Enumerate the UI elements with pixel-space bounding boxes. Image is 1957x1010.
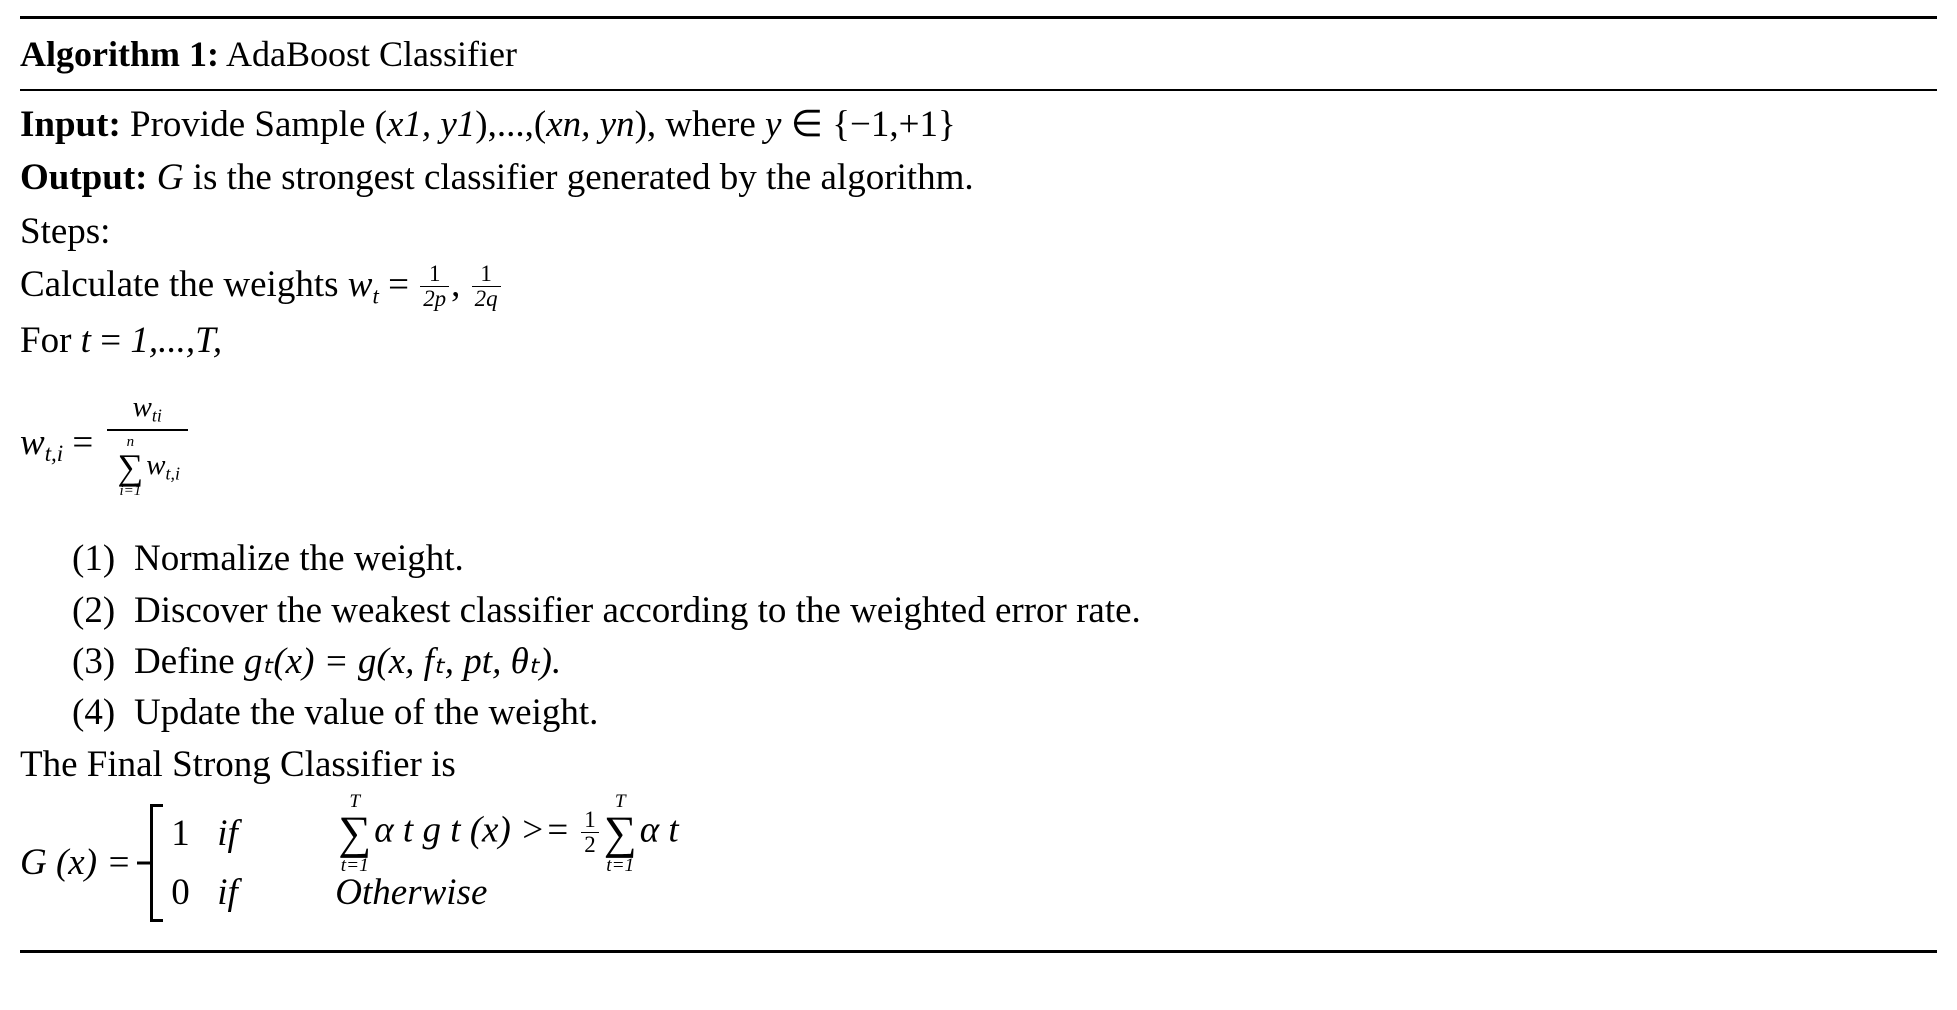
- algorithm-body: [20, 91, 1937, 950]
- summation-symbol-2: [604, 792, 637, 874]
- case-1-expression: [335, 792, 678, 874]
- algorithm-title: AdaBoost Classifier: [225, 34, 517, 74]
- weights-var: w: [347, 264, 373, 306]
- weight-eq-lhs-var: w: [20, 421, 45, 463]
- input-cond-var: y: [765, 104, 782, 145]
- input-sample-1: x1, y1: [386, 104, 476, 145]
- case-row-1: [171, 791, 679, 876]
- weights-frac-2-den: 2q: [474, 286, 498, 312]
- step-number: (2): [72, 589, 116, 631]
- for-var: t: [80, 320, 91, 362]
- weight-eq-lhs-sub: t,i: [44, 440, 64, 466]
- bottom-rule: [20, 950, 1937, 953]
- summation-symbol-1: [338, 792, 371, 874]
- step-text: [134, 638, 1937, 685]
- output-label: Output:: [20, 157, 148, 199]
- weights-frac-1: [420, 262, 449, 311]
- cases-block: [171, 791, 679, 922]
- final-eq-lhs: G (x) =: [20, 842, 132, 884]
- for-range: 1,...,: [130, 320, 196, 362]
- weights-line: [20, 261, 1937, 311]
- final-text: The Final Strong Classifier is: [20, 743, 456, 785]
- step-text-prefix: Define: [134, 641, 244, 683]
- sum-glyph-icon: ∑: [117, 447, 144, 488]
- weight-eq-equals: =: [72, 421, 94, 463]
- sum1-lower-limit: t=1: [340, 854, 369, 876]
- weight-eq-denominator: [107, 431, 188, 499]
- input-cond-rest: ∈ {−1,+1}: [781, 104, 956, 145]
- weights-frac-1-den: 2p: [423, 286, 447, 312]
- weights-text: Calculate the weights: [20, 264, 348, 306]
- case-2-condition: if: [217, 871, 238, 913]
- weights-equals: =: [378, 264, 419, 306]
- for-prefix: For: [20, 320, 81, 362]
- weight-eq-den-sub: t,i: [165, 463, 180, 484]
- output-var: G: [156, 157, 184, 199]
- weights-var-sub: t: [372, 283, 379, 309]
- algorithm-caption: [20, 19, 1937, 89]
- input-sample-n: xn, yn: [546, 104, 635, 145]
- weights-frac-1-num: 1: [420, 262, 449, 287]
- step-number: (4): [72, 692, 116, 734]
- weight-eq-numerator: [107, 391, 188, 431]
- algorithm-label: Algorithm 1:: [20, 34, 219, 74]
- summation-symbol: [118, 435, 144, 499]
- steps-list: [20, 535, 1937, 736]
- weights-comma: ,: [451, 264, 470, 306]
- left-brace-icon: [139, 804, 165, 922]
- step-number: (3): [72, 641, 116, 683]
- sum2-lower-limit: t=1: [606, 854, 635, 876]
- final-equation: [20, 791, 1937, 922]
- step-text: Update the value of the weight.: [134, 692, 599, 734]
- case-1-frac-num: 1: [581, 808, 598, 833]
- list-item: [20, 587, 1937, 634]
- sum2-upper-limit: T: [614, 791, 626, 813]
- step-number: (1): [72, 538, 116, 580]
- step-text: Discover the weakest classifier according to the weighted error rate.: [134, 589, 1141, 631]
- case-1-expr-b: α t: [639, 810, 679, 852]
- input-text-b: ),...,(: [475, 104, 547, 145]
- weight-eq-den-var: w: [146, 448, 166, 481]
- case-1-expr-a: α t g t (x) >=: [374, 810, 580, 852]
- sum-upper-limit: n: [126, 434, 135, 451]
- input-text-a: Provide Sample (: [130, 104, 387, 145]
- case-2-value: 0: [171, 871, 190, 913]
- case-2-expression: Otherwise: [335, 871, 488, 913]
- case-1-half-fraction: [581, 808, 598, 857]
- list-item: [20, 535, 1937, 582]
- weights-frac-2-num: 1: [472, 262, 501, 287]
- steps-label: Steps:: [20, 210, 111, 252]
- step-text-math: gₜ(x) = g(x, fₜ, pt, θₜ).: [243, 641, 562, 683]
- weights-frac-2: [472, 262, 501, 311]
- output-line: [20, 154, 1937, 201]
- weight-eq-fraction: [107, 391, 188, 500]
- case-1-value: 1: [171, 812, 190, 854]
- sum1-glyph-icon: ∑: [338, 807, 372, 859]
- algorithm-block: [0, 16, 1957, 953]
- output-text: is the strongest classifier generated by the algorithm.: [183, 157, 974, 199]
- input-text-c: ), where: [634, 104, 766, 145]
- list-item: [20, 689, 1937, 736]
- sum2-glyph-icon: ∑: [603, 807, 637, 859]
- input-label: Input:: [20, 104, 121, 145]
- case-1-condition: if: [217, 812, 238, 854]
- for-equals: =: [90, 320, 131, 362]
- sum1-upper-limit: T: [349, 791, 361, 813]
- for-end: T: [195, 320, 213, 362]
- step-text: Normalize the weight.: [134, 538, 464, 580]
- for-comma: ,: [212, 320, 223, 362]
- list-item: [20, 638, 1937, 685]
- case-1-frac-den: 2: [584, 832, 596, 858]
- weight-equation: [20, 391, 1937, 500]
- weight-eq-num-var: w: [132, 390, 152, 423]
- for-line: [20, 317, 1937, 364]
- weight-eq-num-sub: ti: [151, 405, 162, 426]
- input-line: [20, 101, 1937, 148]
- sum-lower-limit: i=1: [119, 483, 142, 500]
